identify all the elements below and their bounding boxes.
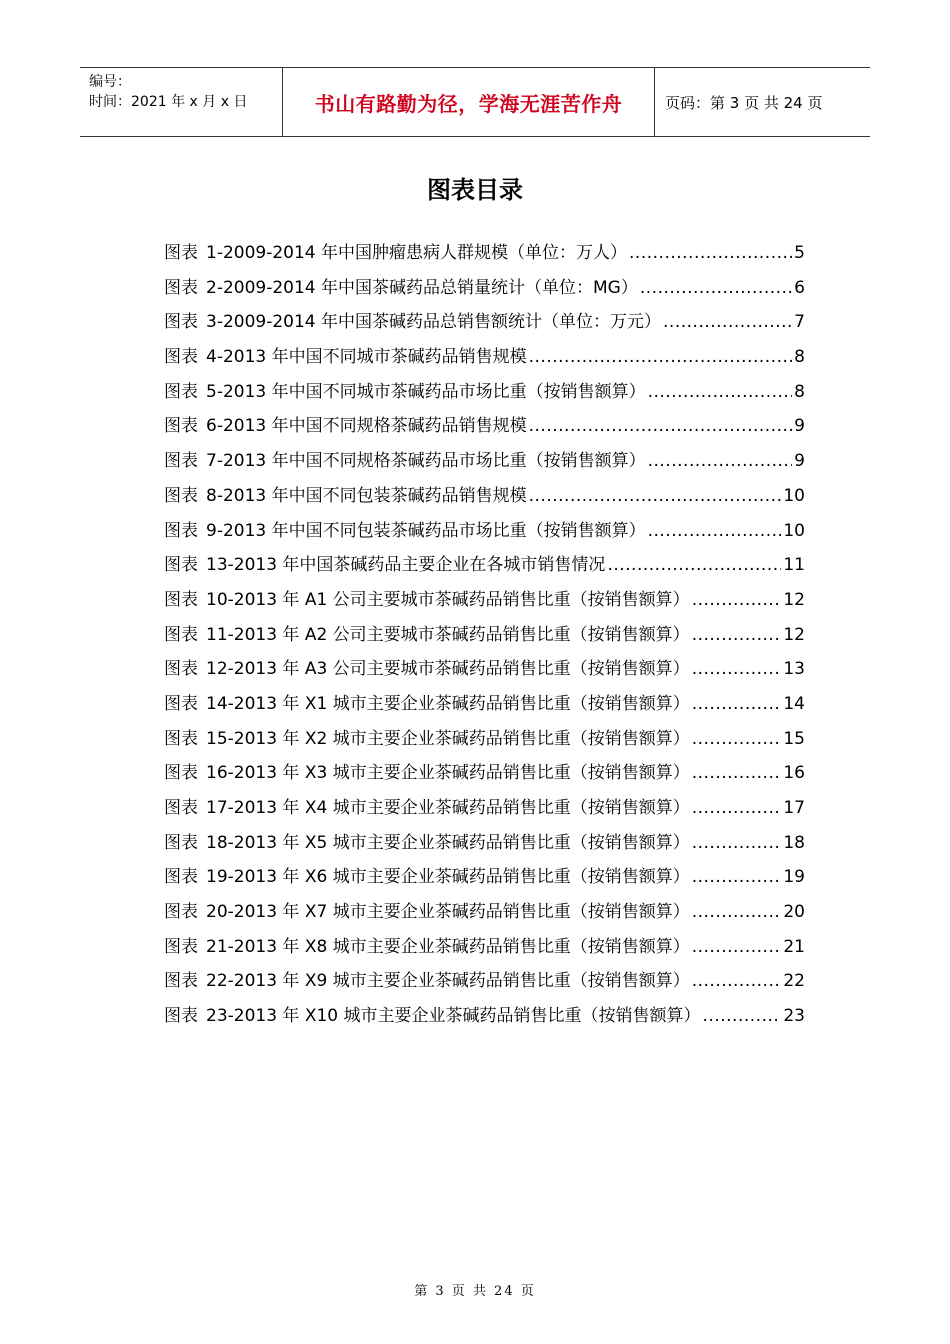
page-title: 图表目录	[427, 175, 523, 204]
toc-entry-title: 2-2009-2014 年中国茶碱药品总销量统计（单位：MG）	[206, 277, 638, 298]
header-motto-cell	[282, 68, 655, 136]
toc-entry-label	[164, 1001, 701, 1026]
toc-entry[interactable]	[164, 897, 805, 932]
toc-entry[interactable]	[164, 377, 805, 412]
toc-page-number: 22	[783, 971, 805, 992]
toc-entry-label	[164, 897, 690, 922]
toc-entry-title: 17-2013 年 X4 城市主要企业茶碱药品销售比重（按销售额算）	[206, 798, 690, 818]
toc-entry[interactable]	[164, 307, 805, 342]
toc-page-number: 14	[783, 693, 805, 714]
toc-entry-title: 10-2013 年 A1 公司主要城市茶碱药品销售比重（按销售额算）	[206, 589, 690, 610]
toc-entry-prefix: 图表	[164, 659, 198, 680]
toc-entry[interactable]	[164, 932, 805, 967]
toc-entry-prefix: 图表	[164, 416, 198, 437]
toc-entry-label	[164, 758, 690, 783]
toc-entry-label	[164, 828, 690, 853]
toc-leader-dots	[648, 521, 782, 541]
toc-entry-title: 11-2013 年 A2 公司主要城市茶碱药品销售比重（按销售额算）	[206, 624, 690, 645]
toc-leader-dots	[692, 625, 782, 645]
toc-entry-label	[164, 862, 690, 887]
page-footer: 第 3 页 共 24 页	[414, 1284, 536, 1299]
toc-page-number: 9	[794, 451, 805, 472]
toc-leader-dots	[692, 902, 782, 922]
toc-entry-prefix: 图表	[164, 902, 198, 923]
toc-entry-label	[164, 342, 527, 367]
code-label: 编号：	[89, 74, 131, 90]
toc-entry-label	[164, 793, 690, 818]
toc-leader-dots	[692, 971, 782, 991]
toc-entry-label	[164, 481, 527, 506]
toc-entry-label	[164, 966, 690, 991]
toc-leader-dots	[703, 1006, 782, 1026]
toc-entry-prefix: 图表	[164, 589, 198, 610]
toc-page-number: 10	[783, 520, 805, 541]
toc-entry-prefix: 图表	[164, 485, 198, 506]
toc-entry-label	[164, 238, 627, 263]
toc-page-number: 5	[794, 243, 805, 263]
page-info: 页码：第 3 页 共 24 页	[665, 93, 823, 112]
page-header	[80, 67, 870, 137]
toc-entry[interactable]	[164, 446, 805, 481]
toc-leader-dots	[692, 659, 782, 679]
toc-entry-prefix: 图表	[164, 763, 198, 784]
toc-leader-dots	[640, 278, 792, 298]
toc-page-number: 6	[794, 277, 805, 298]
toc-entry[interactable]	[164, 654, 805, 689]
toc-entry-label	[164, 654, 690, 679]
toc-entry-title: 19-2013 年 X6 城市主要企业茶碱药品销售比重（按销售额算）	[206, 867, 690, 888]
toc-entry-prefix: 图表	[164, 347, 198, 368]
toc-entry[interactable]	[164, 758, 805, 793]
toc-entry[interactable]	[164, 481, 805, 516]
toc-entry-prefix: 图表	[164, 381, 198, 402]
toc-entry-label	[164, 585, 690, 610]
toc-leader-dots	[629, 243, 792, 263]
toc-page-number: 20	[783, 902, 805, 923]
toc-entry-label	[164, 550, 605, 575]
toc-page-number: 15	[783, 728, 805, 749]
toc-entry-prefix: 图表	[164, 243, 198, 263]
toc-leader-dots	[529, 347, 793, 367]
toc-entry-label	[164, 724, 690, 749]
header-page-cell	[655, 68, 870, 136]
toc-entry-title: 3-2009-2014 年中国茶碱药品总销售额统计（单位：万元）	[206, 312, 662, 333]
time-line: 时间：2021 年 x 月 x 日	[89, 94, 248, 110]
toc-entry-prefix: 图表	[164, 312, 198, 333]
toc-page-number: 13	[783, 659, 805, 680]
toc-entry[interactable]	[164, 238, 805, 273]
toc-page-number: 10	[783, 485, 805, 506]
toc-leader-dots	[607, 555, 781, 575]
toc-entry[interactable]	[164, 620, 805, 655]
toc-entry[interactable]	[164, 342, 805, 377]
toc-page-number: 12	[783, 624, 805, 645]
toc-leader-dots	[529, 416, 793, 436]
toc-page-number: 9	[794, 416, 805, 437]
toc-entry-prefix: 图表	[164, 520, 198, 541]
toc-page-number: 18	[783, 832, 805, 853]
toc-entry-title: 22-2013 年 X9 城市主要企业茶碱药品销售比重（按销售额算）	[206, 971, 690, 992]
toc-entry-label	[164, 620, 690, 645]
toc-page-number: 12	[783, 589, 805, 610]
toc-leader-dots	[529, 486, 782, 506]
toc-entry-title: 12-2013 年 A3 公司主要城市茶碱药品销售比重（按销售额算）	[206, 659, 690, 680]
toc-entry[interactable]	[164, 585, 805, 620]
toc-leader-dots	[692, 729, 782, 749]
toc-entry[interactable]	[164, 550, 805, 585]
header-meta	[80, 68, 282, 136]
toc-leader-dots	[648, 451, 793, 471]
toc-entry-prefix: 图表	[164, 1006, 198, 1027]
toc-entry-title: 18-2013 年 X5 城市主要企业茶碱药品销售比重（按销售额算）	[206, 832, 690, 853]
toc-leader-dots	[692, 590, 782, 610]
toc-leader-dots	[692, 867, 782, 887]
toc-entry[interactable]	[164, 862, 805, 897]
toc-entry-title: 1-2009-2014 年中国肿瘤患病人群规模（单位：万人）	[206, 243, 628, 263]
toc-entry[interactable]	[164, 724, 805, 759]
toc-entry[interactable]	[164, 411, 805, 446]
figure-toc-list	[164, 238, 805, 1036]
toc-entry-title: 15-2013 年 X2 城市主要企业茶碱药品销售比重（按销售额算）	[206, 728, 690, 749]
toc-entry-title: 23-2013 年 X10 城市主要企业茶碱药品销售比重（按销售额算）	[206, 1006, 701, 1027]
toc-page-number: 16	[783, 763, 805, 784]
toc-page-number: 23	[783, 1006, 805, 1027]
toc-leader-dots	[692, 694, 782, 714]
toc-entry-title: 9-2013 年中国不同包装茶碱药品市场比重（按销售额算）	[206, 520, 646, 541]
toc-leader-dots	[663, 312, 792, 332]
toc-entry-label	[164, 307, 661, 332]
toc-page-number: 7	[794, 312, 805, 333]
toc-entry-prefix: 图表	[164, 728, 198, 749]
toc-entry-title: 5-2013 年中国不同城市茶碱药品市场比重（按销售额算）	[206, 381, 646, 402]
toc-entry-title: 16-2013 年 X3 城市主要企业茶碱药品销售比重（按销售额算）	[206, 763, 690, 784]
toc-page-number: 17	[783, 798, 805, 818]
toc-page-number: 11	[783, 555, 805, 576]
toc-entry[interactable]	[164, 1001, 805, 1036]
toc-entry[interactable]	[164, 966, 805, 1001]
toc-entry-prefix: 图表	[164, 277, 198, 298]
toc-entry-prefix: 图表	[164, 555, 198, 576]
toc-entry-label	[164, 377, 646, 402]
toc-entry-label	[164, 516, 646, 541]
toc-entry-title: 6-2013 年中国不同规格茶碱药品销售规模	[206, 416, 527, 437]
toc-entry-prefix: 图表	[164, 867, 198, 888]
toc-leader-dots	[692, 763, 782, 783]
toc-entry-prefix: 图表	[164, 971, 198, 992]
toc-entry-title: 4-2013 年中国不同城市茶碱药品销售规模	[206, 347, 527, 368]
toc-entry[interactable]	[164, 689, 805, 724]
toc-entry-title: 20-2013 年 X7 城市主要企业茶碱药品销售比重（按销售额算）	[206, 902, 690, 923]
toc-page-number: 21	[783, 936, 805, 957]
toc-page-number: 8	[794, 381, 805, 402]
toc-entry-label	[164, 689, 690, 714]
toc-page-number: 8	[794, 347, 805, 368]
toc-entry-title: 13-2013 年中国茶碱药品主要企业在各城市销售情况	[206, 555, 606, 576]
toc-entry-label	[164, 446, 646, 471]
toc-leader-dots	[692, 798, 782, 818]
toc-entry-label	[164, 932, 690, 957]
toc-page-number: 19	[783, 867, 805, 888]
toc-leader-dots	[692, 937, 782, 957]
toc-entry-title: 8-2013 年中国不同包装茶碱药品销售规模	[206, 485, 527, 506]
toc-entry-prefix: 图表	[164, 798, 198, 818]
toc-entry-prefix: 图表	[164, 451, 198, 472]
toc-entry-title: 7-2013 年中国不同规格茶碱药品市场比重（按销售额算）	[206, 451, 646, 472]
toc-entry[interactable]	[164, 828, 805, 863]
toc-entry[interactable]	[164, 273, 805, 308]
toc-leader-dots	[692, 833, 782, 853]
toc-entry-prefix: 图表	[164, 936, 198, 957]
toc-entry-prefix: 图表	[164, 693, 198, 714]
motto: 书山有路勤为径，学海无涯苦作舟	[314, 91, 623, 116]
toc-entry-title: 14-2013 年 X1 城市主要企业茶碱药品销售比重（按销售额算）	[206, 693, 690, 714]
toc-leader-dots	[648, 382, 793, 402]
toc-entry-label	[164, 273, 638, 298]
toc-entry-prefix: 图表	[164, 832, 198, 853]
toc-entry-title: 21-2013 年 X8 城市主要企业茶碱药品销售比重（按销售额算）	[206, 936, 690, 957]
toc-entry[interactable]	[164, 793, 805, 828]
toc-entry[interactable]	[164, 516, 805, 551]
toc-entry-label	[164, 411, 527, 436]
toc-entry-prefix: 图表	[164, 624, 198, 645]
